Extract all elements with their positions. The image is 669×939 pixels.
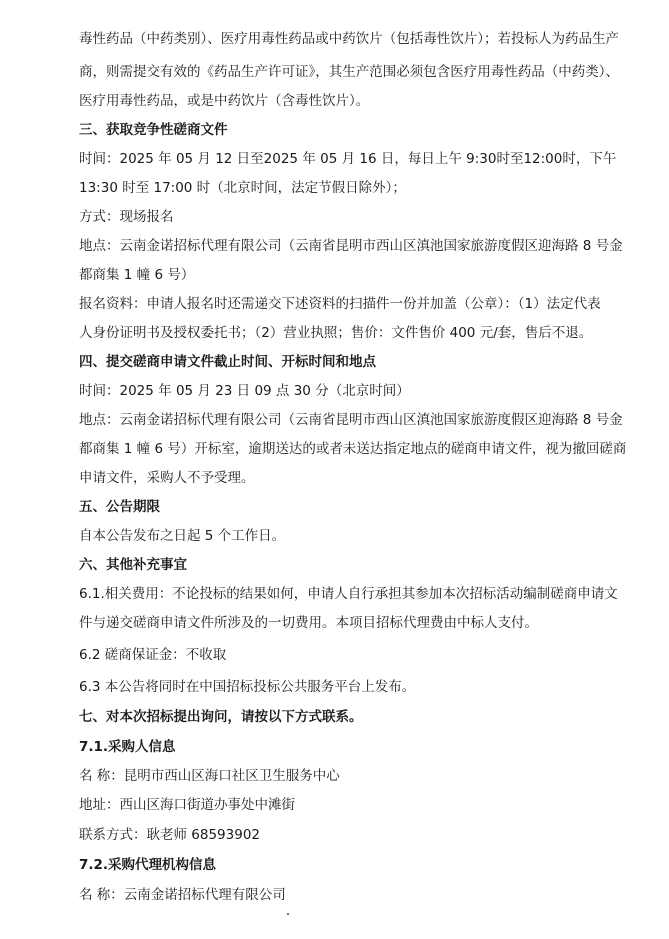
text-line: 医疗用毒性药品，或是中药饮片（含毒性饮片）。 [79, 93, 370, 109]
text-line: 自本公告发布之日起 5 个工作日。 [79, 528, 286, 544]
text-line: 时间：2025 年 05 月 23 日 09 点 30 分（北京时间） [79, 383, 410, 399]
text-line: 名 称：云南金诺招标代理有限公司 [79, 887, 286, 903]
text-line: 6.1.相关费用：不论投标的结果如何，申请人自行承担其参加本次招标活动编制磋商申请文 [79, 586, 618, 602]
section-heading: 四、提交磋商申请文件截止时间、开标时间和地点 [79, 354, 376, 370]
text-line: 人身份证明书及授权委托书；（2）营业执照；售价：文件售价 400 元/套，售后不退。 [79, 325, 593, 341]
text-line: 毒性药品（中药类别）、医疗用毒性药品或中药饮片（包括毒性饮片）；若投标人为药品生产 [79, 31, 619, 47]
text-line: 申请文件，采购人不予受理。 [79, 470, 255, 486]
text-line: 名 称：昆明市西山区海口社区卫生服务中心 [79, 768, 340, 784]
section-heading: 六、其他补充事宜 [79, 557, 187, 573]
text-line: 13:30 时至 17:00 时（北京时间，法定节假日除外）； [79, 180, 406, 196]
text-line: 地址：西山区海口街道办事处中滩街 [79, 797, 295, 813]
text-line: 6.2 磋商保证金：不收取 [79, 647, 227, 663]
text-line: 件与递交磋商申请文件所涉及的一切费用。本项目招标代理费由中标人支付。 [79, 615, 538, 631]
text-line: 都商集 1 幢 6 号） [79, 267, 195, 283]
section-heading: 五、公告期限 [79, 499, 160, 515]
text-line: 方式：现场报名 [79, 209, 174, 225]
subsection-heading: 7.1.采购人信息 [79, 739, 176, 755]
text-line: 6.3 本公告将同时在中国招标投标公共服务平台上发布。 [79, 679, 416, 695]
text-line: 商，则需提交有效的《药品生产许可证》，其生产范围必须包含医疗用毒性药品（中药类）、 [79, 64, 619, 80]
section-heading: 三、获取竞争性磋商文件 [79, 122, 228, 138]
text-line: 报名资料：申请人报名时还需递交下述资料的扫描件一份并加盖（公章）：（1）法定代表 [79, 296, 601, 312]
text-line: 联系方式：耿老师 68593902 [79, 827, 261, 843]
subsection-heading: 7.2.采购代理机构信息 [79, 857, 217, 873]
section-heading: 七、对本次招标提出询问，请按以下方式联系。 [79, 709, 363, 725]
text-line: 地点：云南金诺招标代理有限公司（云南省昆明市西山区滇池国家旅游度假区迎海路 8 号金 [79, 238, 623, 254]
page-mark [287, 913, 289, 915]
text-line: 时间：2025 年 05 月 12 日至2025 年 05 月 16 日，每日上午 9:30时至12:00时，下午 [79, 151, 617, 167]
text-line: 都商集 1 幢 6 号）开标室，逾期送达的或者未送达指定地点的磋商申请文件，视为撤回磋商 [79, 441, 627, 457]
text-line: 地点：云南金诺招标代理有限公司（云南省昆明市西山区滇池国家旅游度假区迎海路 8 号金 [79, 412, 623, 428]
